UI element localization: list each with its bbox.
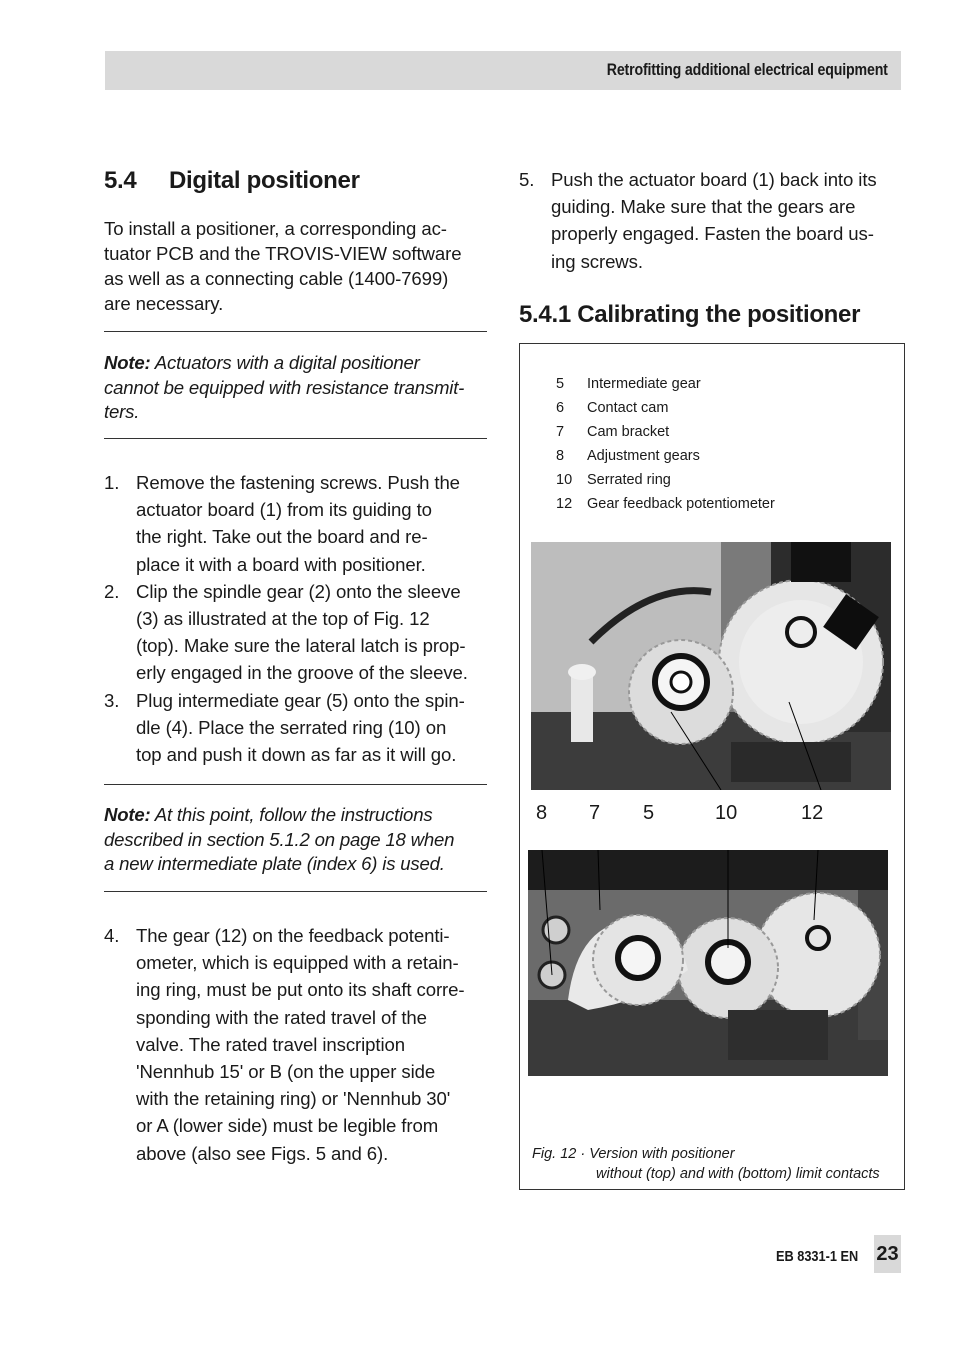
callout-label: 7	[589, 802, 601, 824]
legend-row	[556, 396, 775, 420]
figure-callouts	[530, 802, 900, 832]
step-number: 5.	[519, 169, 535, 190]
photo-top	[531, 542, 891, 790]
legend-value: Contact cam	[587, 400, 669, 416]
text-line: ing screws.	[551, 250, 643, 272]
figure-caption	[532, 1144, 880, 1184]
legend-value: Intermediate gear	[587, 376, 701, 392]
text-line: top and push it down as far as it will go.	[136, 744, 457, 766]
page-number: 23	[874, 1235, 901, 1273]
callout-label: 10	[715, 802, 738, 824]
text-line: sponding with the rated travel of the	[136, 1006, 427, 1028]
header-band	[105, 51, 901, 90]
text-line: place it with a board with positioner.	[136, 553, 426, 575]
intro-paragraph	[104, 216, 461, 316]
text-line: are necessary.	[104, 293, 224, 314]
text-line: erly engaged in the groove of the sleeve.	[136, 662, 468, 684]
text-line: ometer, which is equipped with a retain-	[136, 952, 459, 974]
note-box	[104, 803, 494, 877]
legend-key: 6	[556, 400, 565, 416]
text-line: a new intermediate plate (index 6) is used.	[104, 853, 445, 874]
caption-line: without (top) and with (bottom) limit contacts	[596, 1166, 880, 1182]
callout-label: 5	[643, 802, 655, 824]
section-heading	[104, 167, 360, 195]
text-line: 'Nennhub 15' or B (on the upper side	[136, 1061, 436, 1083]
text-line: or A (lower side) must be legible from	[136, 1115, 439, 1137]
step-number: 3.	[104, 689, 120, 711]
text-line: (3) as illustrated at the top of Fig. 12	[136, 608, 430, 630]
list-item	[104, 922, 494, 1167]
divider	[104, 331, 487, 332]
divider	[104, 438, 487, 439]
note-label: Note:	[104, 352, 151, 373]
legend-key: 5	[556, 376, 565, 392]
photo-bottom-drawing	[528, 850, 888, 1076]
list-item	[104, 469, 494, 578]
legend-row	[556, 420, 775, 444]
subsection-heading: 5.4.1 Calibrating the positioner	[519, 301, 861, 328]
note-box	[104, 351, 494, 425]
caption-line: Fig. 12 · Version with positioner	[532, 1146, 735, 1162]
step-list	[519, 166, 909, 275]
text-line: Clip the spindle gear (2) onto the sleeve	[136, 580, 461, 602]
running-header: Retrofitting additional electrical equipment	[606, 61, 888, 79]
legend-value: Gear feedback potentiometer	[587, 496, 775, 512]
text-line: The gear (12) on the feedback potenti-	[136, 925, 450, 946]
text-line: Plug intermediate gear (5) onto the spin-	[136, 689, 465, 711]
document-code: EB 8331-1 EN	[776, 1248, 859, 1265]
legend-key: 8	[556, 448, 565, 464]
text-line: tuator PCB and the TROVIS-VIEW software	[104, 243, 462, 264]
text-line: (top). Make sure the lateral latch is prop-	[136, 635, 466, 657]
legend-key: 10	[556, 472, 573, 488]
text-line: cannot be equipped with resistance transmit-	[104, 376, 465, 398]
section-number: 5.4	[104, 167, 137, 194]
legend-key: 12	[556, 496, 573, 512]
photo-top-drawing	[531, 542, 891, 790]
divider	[104, 784, 487, 785]
legend-row	[556, 444, 775, 468]
text-line: Remove the fastening screws. Push the	[136, 472, 460, 493]
list-item	[104, 578, 494, 687]
divider	[104, 891, 487, 892]
text-line: the right. Take out the board and re-	[136, 526, 428, 548]
legend-row	[556, 468, 775, 492]
step-list	[104, 922, 494, 1167]
legend-value: Serrated ring	[587, 472, 671, 488]
callout-label: 12	[801, 802, 824, 824]
legend-value: Cam bracket	[587, 424, 670, 440]
legend-row	[556, 372, 775, 396]
step-number: 4.	[104, 925, 120, 946]
text-line: guiding. Make sure that the gears are	[551, 196, 856, 218]
legend-row	[556, 492, 775, 516]
text-line: with the retaining ring) or 'Nennhub 30'	[136, 1088, 451, 1110]
text-line: ing ring, must be put onto its shaft corre-	[136, 979, 465, 1001]
text-line: ters.	[104, 401, 140, 422]
step-list	[104, 469, 494, 768]
text-line: above (also see Figs. 5 and 6).	[136, 1142, 389, 1164]
text-line: actuator board (1) from its guiding to	[136, 499, 432, 521]
text-line: dle (4). Place the serrated ring (10) on	[136, 716, 447, 738]
legend-value: Adjustment gears	[587, 448, 700, 464]
text-line: At this point, follow the instructions	[150, 804, 433, 825]
text-line: properly engaged. Fasten the board us-	[551, 223, 874, 245]
text-line: described in section 5.1.2 on page 18 when	[104, 828, 455, 850]
step-number: 2.	[104, 580, 120, 602]
text-line: To install a positioner, a corresponding ac-	[104, 218, 447, 239]
note-label: Note:	[104, 804, 151, 825]
text-line: Actuators with a digital positioner	[150, 352, 420, 373]
text-line: as well as a connecting cable (1400-7699)	[104, 268, 449, 289]
section-title: Digital positioner	[169, 167, 360, 194]
photo-bottom	[528, 850, 888, 1076]
legend-key: 7	[556, 424, 565, 440]
step-number: 1.	[104, 472, 120, 493]
list-item	[104, 687, 494, 769]
text-line: valve. The rated travel inscription	[136, 1033, 405, 1055]
list-item	[519, 166, 909, 275]
callout-label: 8	[536, 802, 548, 824]
figure-legend	[556, 372, 775, 516]
text-line: Push the actuator board (1) back into its	[551, 169, 877, 190]
